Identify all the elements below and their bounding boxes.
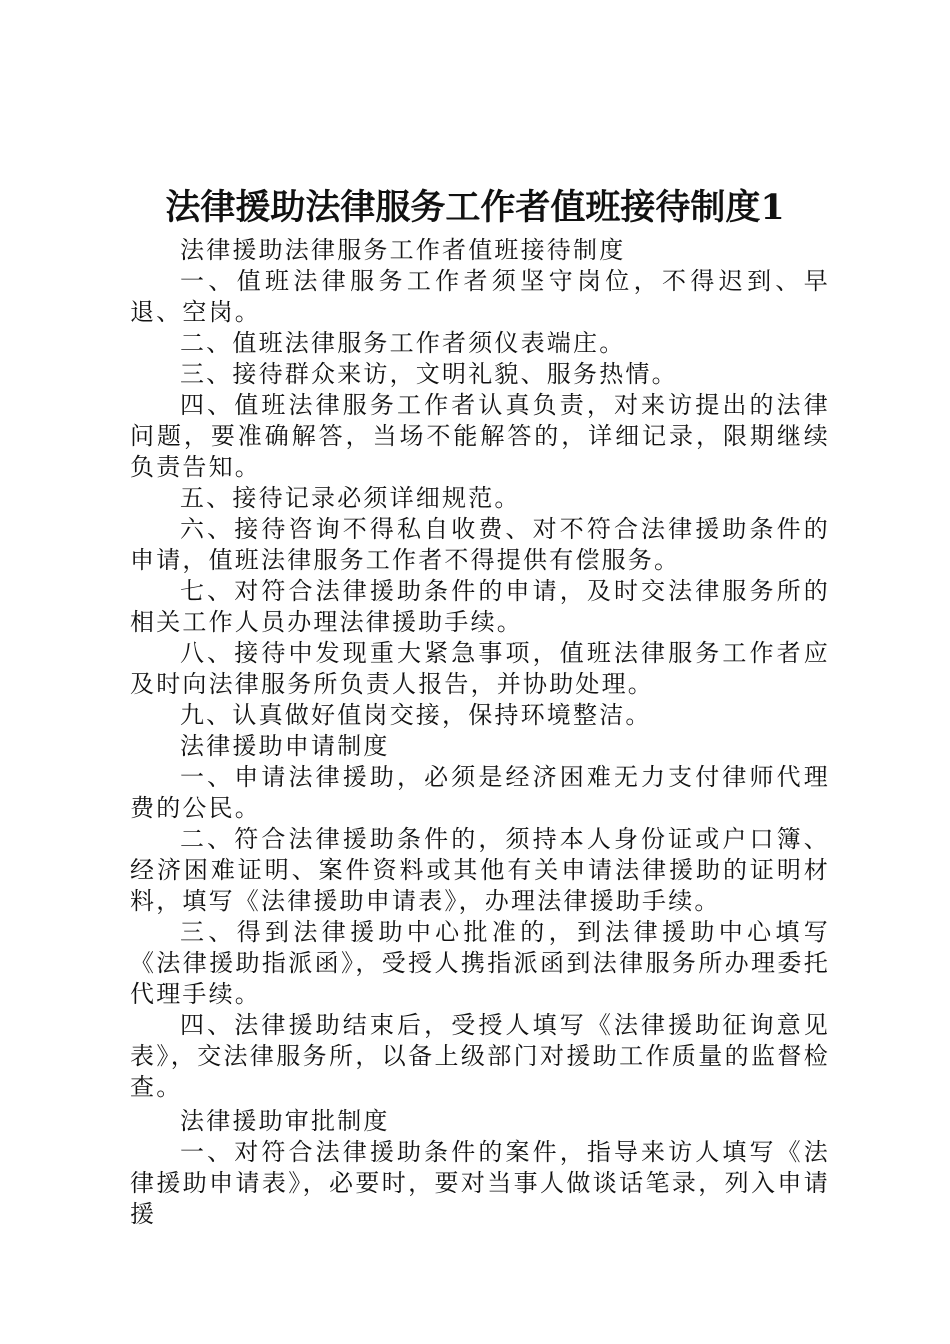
section-heading-application: 法律援助申请制度 (180, 732, 390, 760)
paragraph: 一、值班法律服务工作者须坚守岗位，不得迟到、早退、空岗。 (130, 267, 830, 326)
paragraph: 六、接待咨询不得私自收费、对不符合法律援助条件的申请，值班法律服务工作者不得提供有偿服务。 (130, 515, 830, 574)
paragraph: 九、认真做好值岗交接，保持环境整洁。 (180, 701, 652, 729)
paragraph: 七、对符合法律援助条件的申请，及时交法律服务所的相关工作人员办理法律援助手续。 (130, 577, 830, 636)
document-title: 法律援助法律服务工作者值班接待制度1 (165, 187, 785, 228)
paragraph: 五、接待记录必须详细规范。 (180, 484, 521, 512)
paragraph: 三、得到法律援助中心批准的，到法律援助中心填写《法律援助指派函》，受授人携指派函到法律服务所办理委托代理手续。 (130, 918, 830, 1008)
document-body (130, 235, 830, 1230)
paragraph: 二、符合法律援助条件的，须持本人身份证或户口簿、经济困难证明、案件资料或其他有关申请法律援助的证明材料，填写《法律援助申请表》，办理法律援助手续。 (130, 825, 830, 915)
paragraph: 三、接待群众来访，文明礼貌、服务热情。 (180, 360, 678, 388)
paragraph: 二、值班法律服务工作者须仪表端庄。 (180, 329, 626, 357)
paragraph: 八、接待中发现重大紧急事项，值班法律服务工作者应及时向法律服务所负责人报告，并协助处理。 (130, 639, 830, 698)
paragraph: 四、法律援助结束后，受授人填写《法律援助征询意见表》，交法律服务所，以备上级部门对援助工作质量的监督检查。 (130, 1011, 830, 1101)
paragraph: 四、值班法律服务工作者认真负责，对来访提出的法律问题，要准确解答，当场不能解答的，详细记录，限期继续负责告知。 (130, 391, 830, 481)
section-heading-duty-reception: 法律援助法律服务工作者值班接待制度 (180, 236, 626, 264)
section-heading-approval: 法律援助审批制度 (180, 1107, 390, 1135)
paragraph: 一、对符合法律援助条件的案件，指导来访人填写《法律援助申请表》，必要时，要对当事人做谈话笔录，列入申请援 (130, 1138, 830, 1228)
paragraph: 一、申请法律援助，必须是经济困难无力支付律师代理费的公民。 (130, 763, 830, 822)
